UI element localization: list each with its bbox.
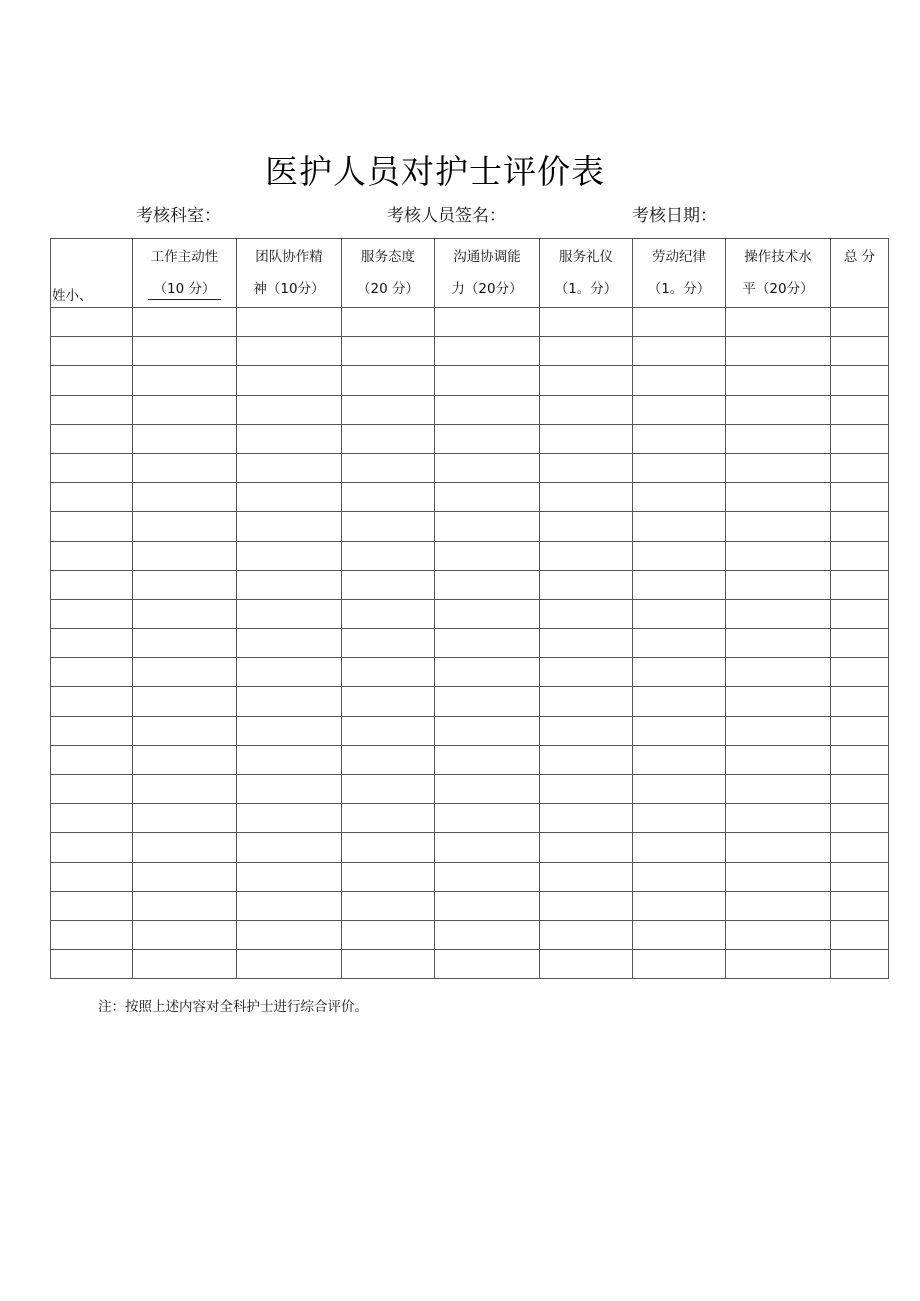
table-cell[interactable]: [51, 804, 133, 833]
table-cell[interactable]: [51, 512, 133, 541]
table-cell[interactable]: [726, 862, 831, 891]
table-body: [51, 308, 889, 979]
table-cell[interactable]: [133, 424, 237, 453]
table-cell[interactable]: [633, 687, 726, 716]
table-row: [51, 833, 889, 862]
table-cell[interactable]: [831, 541, 889, 570]
table-cell[interactable]: [435, 599, 540, 628]
table-cell[interactable]: [435, 483, 540, 512]
table-cell[interactable]: [435, 920, 540, 949]
table-cell[interactable]: [342, 687, 435, 716]
table-cell[interactable]: [633, 599, 726, 628]
table-cell[interactable]: [237, 453, 342, 482]
table-cell[interactable]: [726, 716, 831, 745]
table-row: [51, 337, 889, 366]
table-cell[interactable]: [633, 920, 726, 949]
table-cell[interactable]: [237, 483, 342, 512]
table-cell[interactable]: [726, 599, 831, 628]
table-cell[interactable]: [237, 366, 342, 395]
table-cell[interactable]: [237, 629, 342, 658]
table-cell[interactable]: [633, 453, 726, 482]
table-cell[interactable]: [540, 833, 633, 862]
table-cell[interactable]: [237, 775, 342, 804]
table-cell[interactable]: [831, 804, 889, 833]
table-cell[interactable]: [633, 308, 726, 337]
table-cell[interactable]: [133, 395, 237, 424]
table-cell[interactable]: [435, 891, 540, 920]
table-cell[interactable]: [51, 308, 133, 337]
table-cell[interactable]: [435, 308, 540, 337]
table-cell[interactable]: [540, 570, 633, 599]
table-cell[interactable]: [540, 658, 633, 687]
table-cell[interactable]: [540, 862, 633, 891]
table-cell[interactable]: [726, 950, 831, 979]
table-row: [51, 541, 889, 570]
table-cell[interactable]: [51, 337, 133, 366]
table-cell[interactable]: [540, 629, 633, 658]
department-label: 考核科室：: [136, 206, 221, 226]
table-row: [51, 453, 889, 482]
table-cell[interactable]: [435, 629, 540, 658]
table-cell[interactable]: [342, 424, 435, 453]
table-cell[interactable]: [540, 745, 633, 774]
table-cell[interactable]: [633, 570, 726, 599]
table-cell[interactable]: [435, 541, 540, 570]
table-cell[interactable]: [237, 541, 342, 570]
table-cell[interactable]: [435, 775, 540, 804]
table-cell[interactable]: [133, 541, 237, 570]
table-cell[interactable]: [633, 862, 726, 891]
table-cell[interactable]: [237, 337, 342, 366]
table-cell[interactable]: [726, 308, 831, 337]
table-cell[interactable]: [51, 920, 133, 949]
table-cell[interactable]: [237, 716, 342, 745]
table-cell[interactable]: [831, 862, 889, 891]
table-cell[interactable]: [342, 804, 435, 833]
table-cell[interactable]: [540, 950, 633, 979]
table-cell[interactable]: [831, 745, 889, 774]
table-row: [51, 629, 889, 658]
table-cell[interactable]: [831, 512, 889, 541]
table-cell[interactable]: [540, 483, 633, 512]
table-cell[interactable]: [342, 745, 435, 774]
table-cell[interactable]: [237, 599, 342, 628]
header-name: 姓小、: [51, 239, 133, 308]
table-cell[interactable]: [831, 950, 889, 979]
table-cell[interactable]: [726, 453, 831, 482]
table-cell[interactable]: [133, 833, 237, 862]
table-cell[interactable]: [237, 950, 342, 979]
table-cell[interactable]: [831, 483, 889, 512]
footnote: 注：按照上述内容对全科护士进行综合评价。: [98, 999, 368, 1015]
table-cell[interactable]: [133, 570, 237, 599]
table-cell[interactable]: [726, 366, 831, 395]
table-cell[interactable]: [342, 716, 435, 745]
table-cell[interactable]: [435, 716, 540, 745]
table-cell[interactable]: [237, 833, 342, 862]
table-cell[interactable]: [726, 395, 831, 424]
table-cell[interactable]: [633, 395, 726, 424]
header-service-etiquette: 服务礼仪 （1。分）: [540, 239, 633, 308]
table-cell[interactable]: [633, 833, 726, 862]
table-cell[interactable]: [831, 453, 889, 482]
table-cell[interactable]: [237, 687, 342, 716]
table-cell[interactable]: [435, 833, 540, 862]
table-cell[interactable]: [540, 891, 633, 920]
table-row: [51, 599, 889, 628]
table-cell[interactable]: [133, 366, 237, 395]
table-cell[interactable]: [342, 308, 435, 337]
table-cell[interactable]: [726, 833, 831, 862]
table-cell[interactable]: [831, 395, 889, 424]
table-cell[interactable]: [435, 453, 540, 482]
table-cell[interactable]: [540, 453, 633, 482]
table-cell[interactable]: [831, 629, 889, 658]
table-cell[interactable]: [133, 804, 237, 833]
table-cell[interactable]: [342, 920, 435, 949]
table-cell[interactable]: [435, 745, 540, 774]
table-cell[interactable]: [133, 308, 237, 337]
table-cell[interactable]: [540, 308, 633, 337]
table-cell[interactable]: [831, 599, 889, 628]
table-row: [51, 804, 889, 833]
table-row: [51, 308, 889, 337]
table-cell[interactable]: [51, 629, 133, 658]
table-cell[interactable]: [633, 804, 726, 833]
table-cell[interactable]: [435, 424, 540, 453]
table-cell[interactable]: [540, 687, 633, 716]
table-cell[interactable]: [633, 716, 726, 745]
table-cell[interactable]: [540, 804, 633, 833]
table-cell[interactable]: [237, 424, 342, 453]
header-total: 总 分: [831, 239, 889, 308]
table-cell[interactable]: [133, 599, 237, 628]
table-cell[interactable]: [540, 424, 633, 453]
table-cell[interactable]: [540, 599, 633, 628]
table-cell[interactable]: [726, 512, 831, 541]
table-cell[interactable]: [726, 629, 831, 658]
table-cell[interactable]: [831, 337, 889, 366]
header-row: [51, 239, 889, 308]
table-row: [51, 716, 889, 745]
table-cell[interactable]: [342, 453, 435, 482]
table-cell[interactable]: [133, 453, 237, 482]
table-cell[interactable]: [435, 804, 540, 833]
table-row: [51, 891, 889, 920]
table-cell[interactable]: [237, 395, 342, 424]
table-cell[interactable]: [342, 629, 435, 658]
header-technical-skill: 操作技术水 平（20分）: [726, 239, 831, 308]
table-cell[interactable]: [51, 658, 133, 687]
table-cell[interactable]: [435, 337, 540, 366]
table-cell[interactable]: [831, 570, 889, 599]
table-cell[interactable]: [342, 483, 435, 512]
table-cell[interactable]: [726, 775, 831, 804]
table-cell[interactable]: [237, 920, 342, 949]
table-cell[interactable]: [435, 570, 540, 599]
header-service-attitude: 服务态度 （20 分）: [342, 239, 435, 308]
table-row: [51, 745, 889, 774]
table-cell[interactable]: [831, 833, 889, 862]
evaluation-table: [50, 238, 889, 979]
table-cell[interactable]: [51, 833, 133, 862]
table-row: [51, 570, 889, 599]
table-cell[interactable]: [633, 512, 726, 541]
table-cell[interactable]: [831, 891, 889, 920]
table-cell[interactable]: [726, 658, 831, 687]
table-row: [51, 862, 889, 891]
table-cell[interactable]: [133, 512, 237, 541]
table-cell[interactable]: [633, 658, 726, 687]
assessment-date-label: 考核日期：: [632, 206, 717, 226]
table-row: [51, 483, 889, 512]
table-cell[interactable]: [633, 366, 726, 395]
assessor-signature-label: 考核人员签名：: [387, 206, 506, 226]
table-cell[interactable]: [726, 687, 831, 716]
table-cell[interactable]: [342, 337, 435, 366]
table-cell[interactable]: [831, 424, 889, 453]
table-row: [51, 658, 889, 687]
table-cell[interactable]: [342, 512, 435, 541]
table-cell[interactable]: [51, 424, 133, 453]
table-cell[interactable]: [342, 833, 435, 862]
table-cell[interactable]: [540, 920, 633, 949]
table-cell[interactable]: [133, 950, 237, 979]
table-cell[interactable]: [342, 775, 435, 804]
table-cell[interactable]: [726, 745, 831, 774]
table-row: [51, 950, 889, 979]
header-labor-discipline: 劳动纪律 （1。分）: [633, 239, 726, 308]
table-cell[interactable]: [237, 862, 342, 891]
table-cell[interactable]: [435, 687, 540, 716]
table-cell[interactable]: [540, 775, 633, 804]
table-cell[interactable]: [831, 308, 889, 337]
table-cell[interactable]: [342, 950, 435, 979]
page-title: 医护人员对护士评价表: [265, 152, 605, 191]
table-cell[interactable]: [342, 599, 435, 628]
table-cell[interactable]: [831, 775, 889, 804]
table-cell[interactable]: [133, 658, 237, 687]
table-cell[interactable]: [726, 424, 831, 453]
table-cell[interactable]: [51, 599, 133, 628]
table-cell[interactable]: [237, 745, 342, 774]
table-cell[interactable]: [342, 862, 435, 891]
table-cell[interactable]: [51, 716, 133, 745]
table-cell[interactable]: [51, 745, 133, 774]
table-cell[interactable]: [51, 395, 133, 424]
table-cell[interactable]: [540, 395, 633, 424]
table-cell[interactable]: [633, 891, 726, 920]
table-cell[interactable]: [540, 512, 633, 541]
table-cell[interactable]: [435, 395, 540, 424]
table-cell[interactable]: [133, 337, 237, 366]
table-cell[interactable]: [831, 366, 889, 395]
table-cell[interactable]: [237, 512, 342, 541]
table-cell[interactable]: [51, 950, 133, 979]
table-row: [51, 424, 889, 453]
table-cell[interactable]: [237, 891, 342, 920]
table-cell[interactable]: [342, 658, 435, 687]
table-row: [51, 395, 889, 424]
table-cell[interactable]: [633, 337, 726, 366]
table-cell[interactable]: [435, 512, 540, 541]
table-cell[interactable]: [237, 658, 342, 687]
table-cell[interactable]: [237, 308, 342, 337]
table-cell[interactable]: [726, 483, 831, 512]
table-cell[interactable]: [133, 920, 237, 949]
header-teamwork: 团队协作精 神（10分）: [237, 239, 342, 308]
table-cell[interactable]: [540, 716, 633, 745]
table-row: [51, 687, 889, 716]
table-cell[interactable]: [51, 775, 133, 804]
table-cell[interactable]: [342, 891, 435, 920]
table-cell[interactable]: [133, 775, 237, 804]
table-cell[interactable]: [51, 891, 133, 920]
table-cell[interactable]: [831, 687, 889, 716]
table-row: [51, 920, 889, 949]
table-cell[interactable]: [133, 716, 237, 745]
table-row: [51, 775, 889, 804]
table-cell[interactable]: [435, 950, 540, 979]
table-cell[interactable]: [133, 745, 237, 774]
table-cell[interactable]: [133, 862, 237, 891]
table-cell[interactable]: [633, 775, 726, 804]
table-cell[interactable]: [435, 658, 540, 687]
table-cell[interactable]: [633, 541, 726, 570]
table-cell[interactable]: [831, 716, 889, 745]
table-cell[interactable]: [435, 366, 540, 395]
table-cell[interactable]: [51, 366, 133, 395]
table-cell[interactable]: [726, 804, 831, 833]
table-cell[interactable]: [726, 570, 831, 599]
table-cell[interactable]: [342, 366, 435, 395]
table-cell[interactable]: [726, 891, 831, 920]
table-cell[interactable]: [51, 483, 133, 512]
table-cell[interactable]: [51, 687, 133, 716]
header-initiative: 工作主动性 （10 分）: [133, 239, 237, 308]
table-cell[interactable]: [133, 891, 237, 920]
table-cell[interactable]: [831, 920, 889, 949]
table-cell[interactable]: [51, 541, 133, 570]
table-row: [51, 512, 889, 541]
table-cell[interactable]: [831, 658, 889, 687]
table-cell[interactable]: [342, 541, 435, 570]
table-cell[interactable]: [51, 570, 133, 599]
table-cell[interactable]: [133, 687, 237, 716]
table-cell[interactable]: [51, 862, 133, 891]
table-cell[interactable]: [133, 483, 237, 512]
table-cell[interactable]: [633, 629, 726, 658]
table-cell[interactable]: [237, 570, 342, 599]
table-cell[interactable]: [633, 950, 726, 979]
table-cell[interactable]: [51, 453, 133, 482]
table-cell[interactable]: [540, 337, 633, 366]
header-communication: 沟通协调能 力（20分）: [435, 239, 540, 308]
table-cell[interactable]: [726, 920, 831, 949]
table-cell[interactable]: [540, 366, 633, 395]
table-cell[interactable]: [237, 804, 342, 833]
table-cell[interactable]: [133, 629, 237, 658]
table-cell[interactable]: [726, 337, 831, 366]
table-cell[interactable]: [633, 745, 726, 774]
table-cell[interactable]: [342, 395, 435, 424]
table-cell[interactable]: [540, 541, 633, 570]
table-row: [51, 366, 889, 395]
table-cell[interactable]: [726, 541, 831, 570]
table-cell[interactable]: [633, 424, 726, 453]
table-cell[interactable]: [342, 570, 435, 599]
table-cell[interactable]: [633, 483, 726, 512]
table-cell[interactable]: [435, 862, 540, 891]
